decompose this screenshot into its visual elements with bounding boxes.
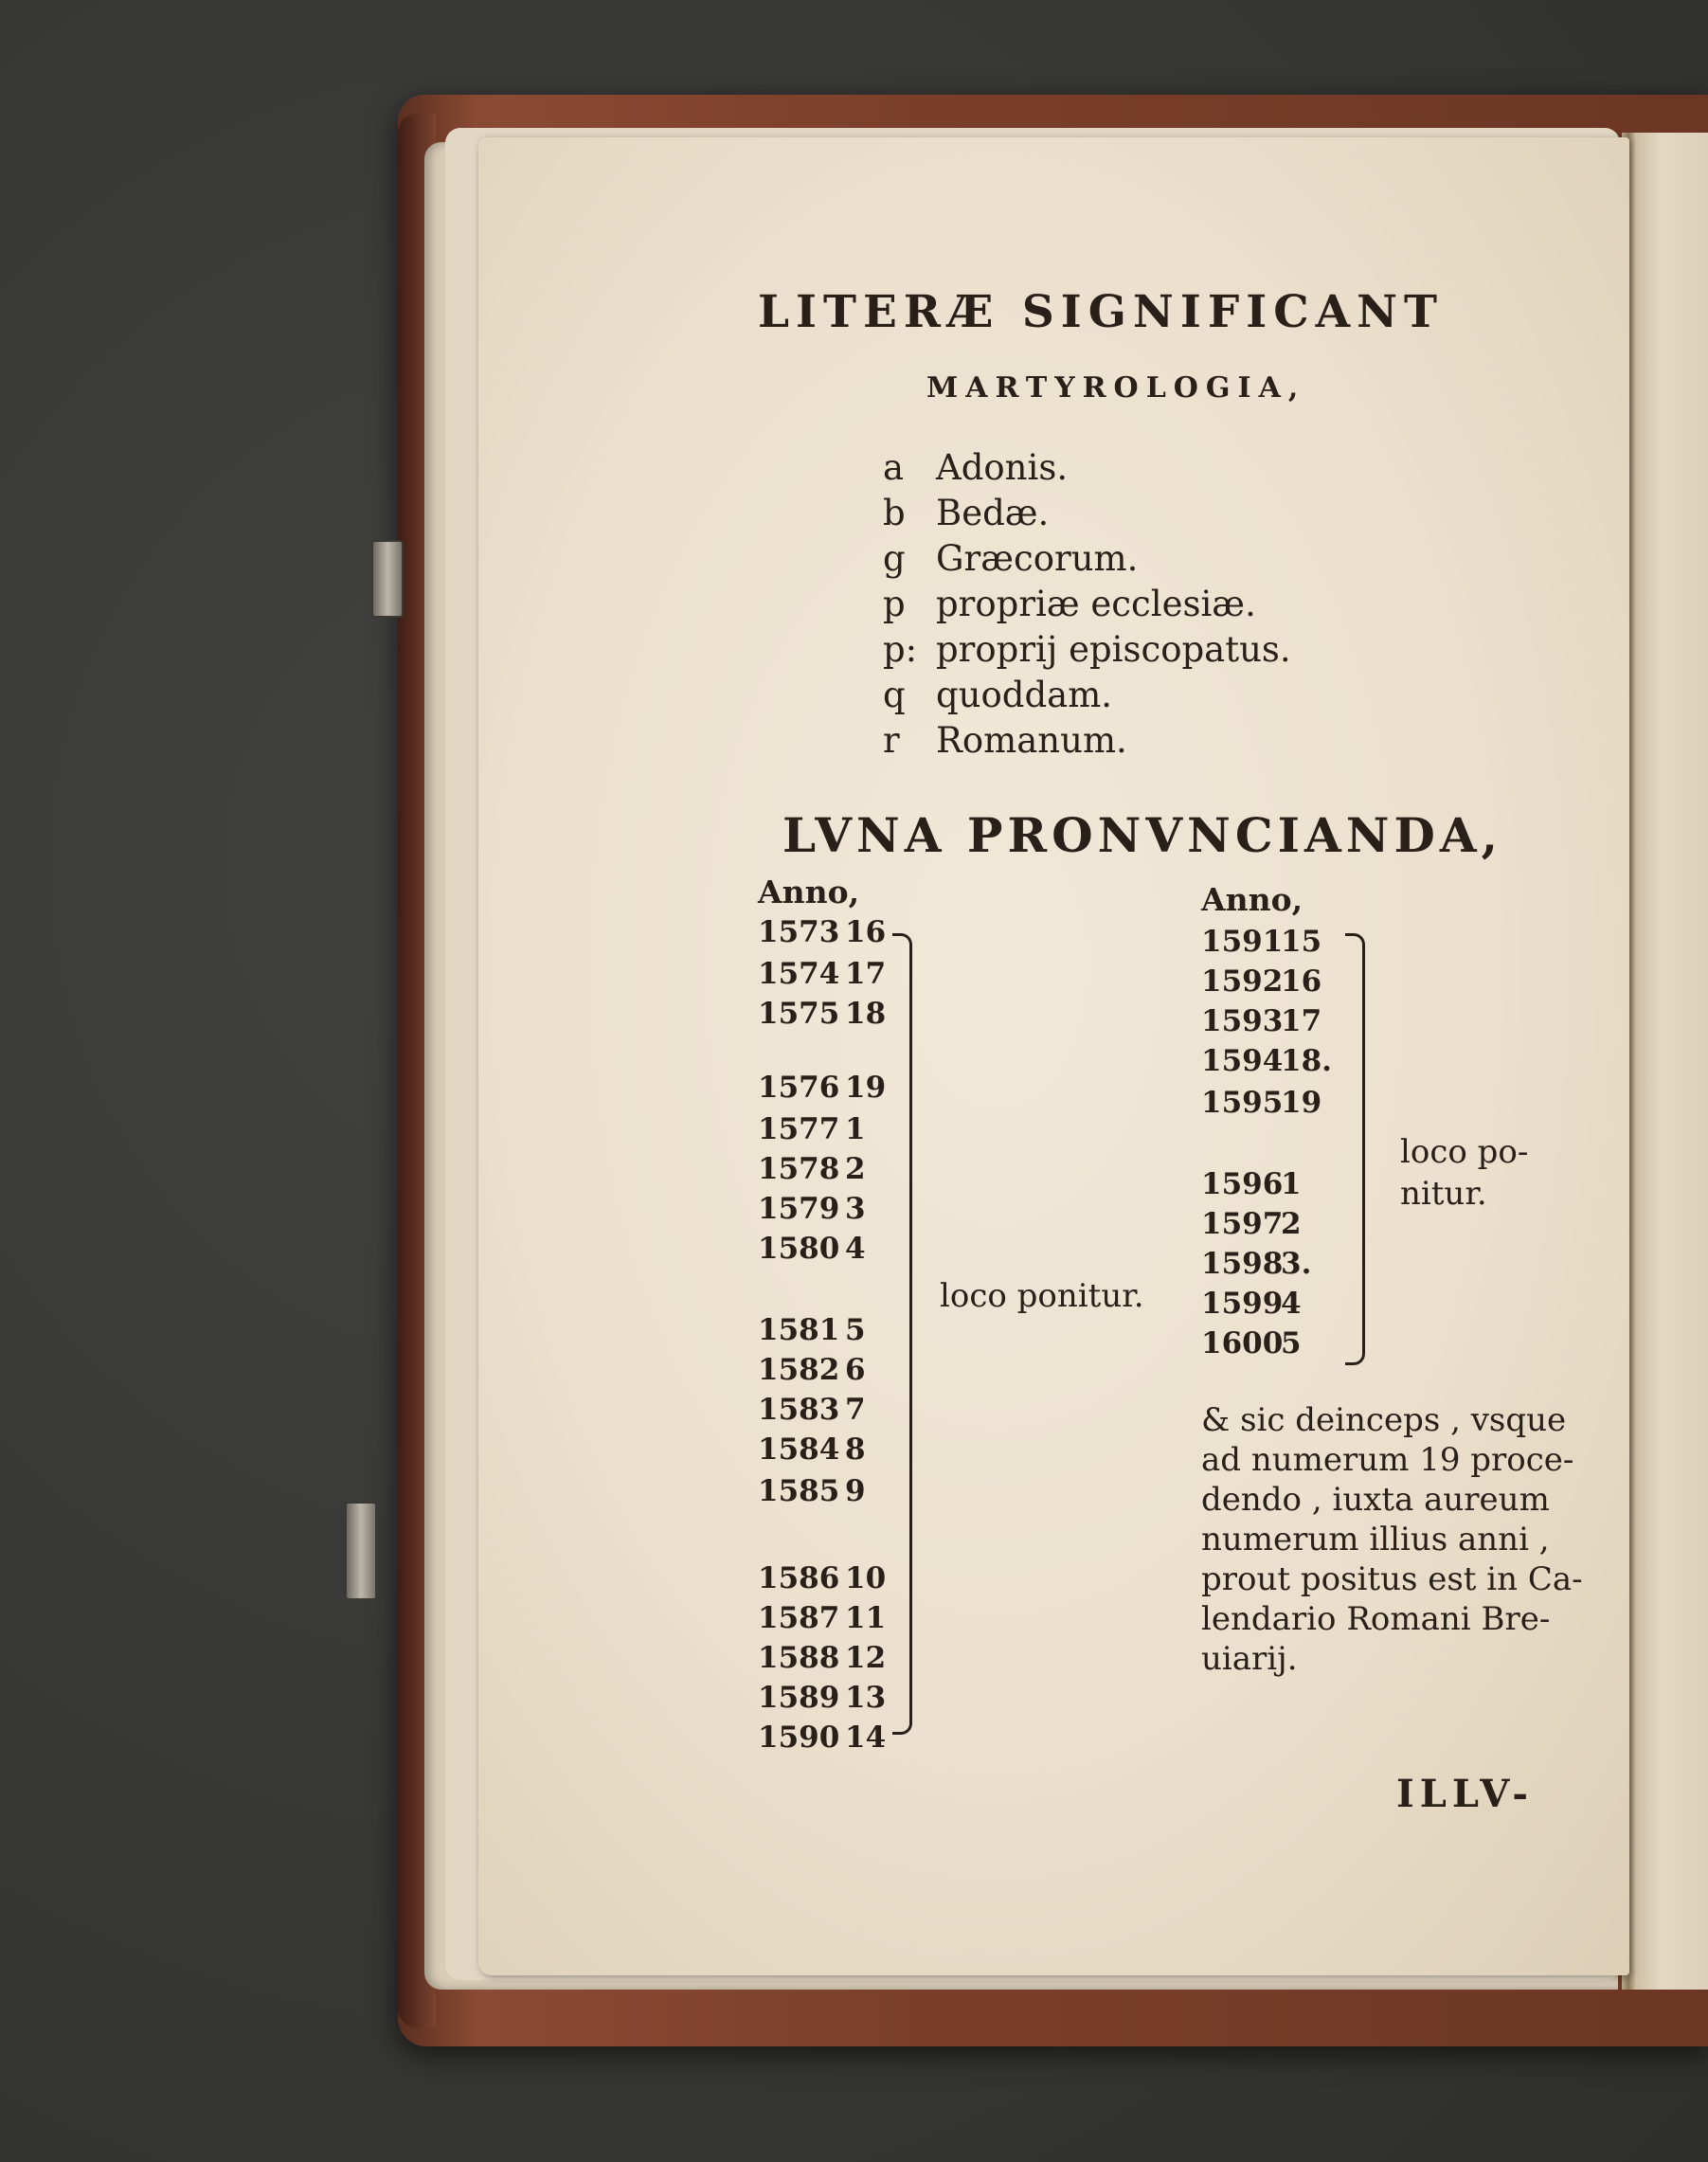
- facing-page-edge: [1629, 133, 1708, 1990]
- lunar-number-cell: 3.: [1281, 1247, 1312, 1281]
- year-cell: 1581: [758, 1313, 840, 1347]
- abbreviation-value: quoddam.: [936, 675, 1113, 715]
- year-cell: 1593: [1201, 1004, 1284, 1038]
- clasp-icon: [371, 540, 404, 618]
- year-cell: 1598: [1201, 1247, 1284, 1281]
- year-cell: 1592: [1201, 964, 1284, 999]
- note-line: ad numerum 19 proce-: [1201, 1441, 1574, 1479]
- right-bracket-label-1: loco po-: [1400, 1133, 1529, 1171]
- clasp-icon: [345, 1502, 377, 1600]
- abbreviation-value: proprij episcopatus.: [936, 629, 1291, 670]
- lunar-number-cell: 17: [1281, 1004, 1322, 1038]
- right-bracket: [1345, 933, 1365, 1365]
- abbreviation-value: Græcorum.: [936, 538, 1139, 579]
- year-cell: 1587: [758, 1601, 840, 1635]
- lunar-number-cell: 15: [1281, 925, 1322, 959]
- abbreviation-key: r: [883, 720, 900, 761]
- lunar-number-cell: 7: [845, 1393, 866, 1427]
- abbreviation-row: [883, 538, 1138, 579]
- lunar-number-cell: 19: [1281, 1086, 1322, 1120]
- year-cell: 1580: [758, 1232, 840, 1266]
- lunar-number-cell: 1: [1281, 1167, 1302, 1201]
- lunar-number-cell: 5: [1281, 1326, 1302, 1360]
- year-cell: 1597: [1201, 1207, 1284, 1241]
- year-cell: 1584: [758, 1432, 840, 1467]
- year-cell: 1591: [1201, 925, 1284, 959]
- lunar-number-cell: 1: [845, 1112, 866, 1146]
- abbreviation-key: a: [883, 447, 905, 488]
- note-line: prout positus est in Ca-: [1201, 1560, 1583, 1598]
- year-cell: 1574: [758, 957, 840, 991]
- lunar-number-cell: 4: [845, 1232, 866, 1266]
- year-cell: 1585: [758, 1474, 840, 1508]
- note-line: numerum illius anni ,: [1201, 1521, 1550, 1558]
- note-line: uiarij.: [1201, 1640, 1298, 1678]
- lunar-number-cell: 2: [845, 1152, 866, 1186]
- year-cell: 1577: [758, 1112, 840, 1146]
- year-cell: 1579: [758, 1192, 840, 1226]
- section-title: LVNA PRONVNCIANDA,: [782, 807, 1503, 863]
- lunar-number-cell: 12: [845, 1641, 887, 1675]
- abbreviation-value: propriæ ecclesiæ.: [936, 584, 1256, 624]
- lunar-number-cell: 17: [845, 957, 887, 991]
- year-cell: 1600: [1201, 1326, 1284, 1360]
- left-column-header: Anno,: [758, 874, 860, 910]
- abbreviation-value: Adonis.: [936, 447, 1069, 488]
- year-cell: 1583: [758, 1393, 840, 1427]
- right-column-header: Anno,: [1201, 881, 1303, 918]
- year-cell: 1586: [758, 1561, 840, 1595]
- note-line: dendo , iuxta aureum: [1201, 1481, 1550, 1519]
- abbreviation-key: q: [883, 675, 906, 715]
- lunar-number-cell: 5: [845, 1313, 866, 1347]
- lunar-number-cell: 9: [845, 1474, 866, 1508]
- lunar-number-cell: 4: [1281, 1287, 1302, 1321]
- note-line: lendario Romani Bre-: [1201, 1600, 1551, 1638]
- abbreviation-key: p:: [883, 629, 918, 670]
- abbreviation-row: [883, 629, 1291, 670]
- year-cell: 1573: [758, 915, 840, 949]
- year-cell: 1595: [1201, 1086, 1284, 1120]
- lunar-number-cell: 11: [845, 1601, 887, 1635]
- lunar-number-cell: 18.: [1281, 1044, 1332, 1078]
- left-bracket-label: loco ponitur.: [940, 1277, 1144, 1315]
- note-line: & sic deinceps , vsque: [1201, 1401, 1567, 1439]
- abbreviation-value: Romanum.: [936, 720, 1127, 761]
- catchword: ILLV-: [1396, 1772, 1534, 1816]
- year-cell: 1594: [1201, 1044, 1284, 1078]
- year-cell: 1575: [758, 997, 840, 1031]
- lunar-number-cell: 16: [1281, 964, 1322, 999]
- year-cell: 1582: [758, 1353, 840, 1387]
- year-cell: 1576: [758, 1071, 840, 1105]
- year-cell: 1588: [758, 1641, 840, 1675]
- abbreviation-row: [883, 584, 1256, 624]
- lunar-number-cell: 10: [845, 1561, 887, 1595]
- lunar-number-cell: 13: [845, 1681, 887, 1715]
- abbreviation-key: p: [883, 584, 906, 624]
- year-cell: 1596: [1201, 1167, 1284, 1201]
- book-page: [478, 137, 1629, 1975]
- lunar-number-cell: 14: [845, 1721, 887, 1755]
- abbreviation-row: [883, 720, 1127, 761]
- lunar-number-cell: 19: [845, 1071, 887, 1105]
- lunar-number-cell: 3: [845, 1192, 866, 1226]
- lunar-number-cell: 6: [845, 1353, 866, 1387]
- year-cell: 1599: [1201, 1287, 1284, 1321]
- year-cell: 1578: [758, 1152, 840, 1186]
- abbreviation-row: [883, 675, 1112, 715]
- right-bracket-label-2: nitur.: [1400, 1175, 1487, 1213]
- abbreviation-key: g: [883, 538, 906, 579]
- left-bracket: [892, 933, 912, 1735]
- abbreviation-row: [883, 493, 1049, 533]
- year-cell: 1590: [758, 1721, 840, 1755]
- abbreviation-key: b: [883, 493, 906, 533]
- page-subtitle: MARTYROLOGIA,: [926, 371, 1306, 405]
- lunar-number-cell: 18: [845, 997, 887, 1031]
- lunar-number-cell: 16: [845, 915, 887, 949]
- abbreviation-value: Bedæ.: [936, 493, 1050, 533]
- lunar-number-cell: 8: [845, 1432, 866, 1467]
- abbreviation-row: [883, 447, 1068, 488]
- page-title: LITERÆ SIGNIFICANT: [758, 286, 1445, 338]
- year-cell: 1589: [758, 1681, 840, 1715]
- lunar-number-cell: 2: [1281, 1207, 1302, 1241]
